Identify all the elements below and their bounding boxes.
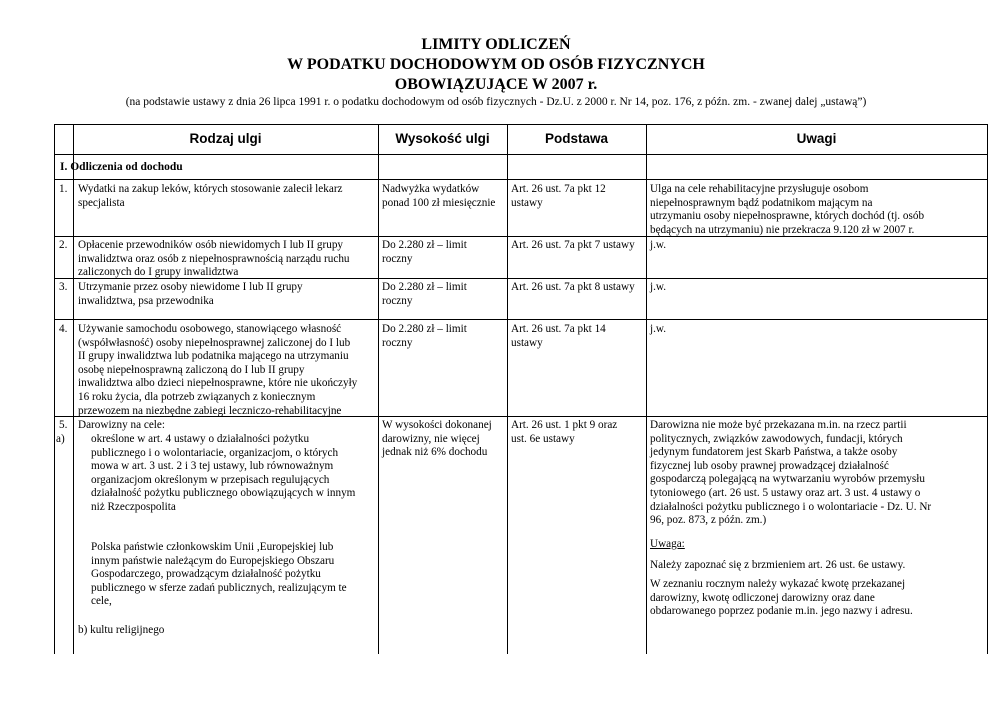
grid-line [54,154,988,155]
cell-wysokosc: Do 2.280 zł – limit roczny [382,281,467,307]
section-heading: I. Odliczenia od dochodu [60,161,183,173]
cell-uwagi: j.w. [650,239,667,251]
uwaga-note-2: W zeznaniu rocznym należy wykazać kwotę przekazanej darowizny, kwotę odliczonej darowizny oraz dane obdarowanego poprzez podanie m.in. jego nazwy i adresu. [650,578,913,618]
cell-wysokosc: Do 2.280 zł – limit roczny [382,239,467,265]
grid-line [54,124,55,654]
grid-line [646,124,647,654]
page-title: LIMITY ODLICZEŃ [421,36,571,53]
cell-rodzaj: Utrzymanie przez osoby niewidome I lub II grupy inwalidztwa, psa przewodnika [78,281,303,307]
uwaga-note-1: Należy zapoznać się z brzmieniem art. 26 ust. 6e ustawy. [650,559,906,571]
cell-wysokosc: Do 2.280 zł – limit roczny [382,323,467,349]
cell-podstawa: Art. 26 ust. 1 pkt 9 oraz ust. 6e ustawy [511,419,618,445]
header-rodzaj-ulgi: Rodzaj ulgi [189,131,262,146]
uwaga-label: Uwaga: [650,538,685,550]
cell-uwagi: Darowizna nie może być przekazana m.in. na rzecz partii politycznych, związków zawodowych, fundacji, których jedynym fundatorem jest Skarb Państwa, a także osoby fizycznej lub osoby prawnej prowadzącej działalność gospodarczą polegającą na wytwarzaniu wyrobów przemysłu tytoniowego (art. 26 ust. 5 ustawy oraz art. 3 ust. 4 ustawy o działalności pożytku publicznego i o wolontariacie - Dz. U. Nr 96, poz. 873, z późn. zm.) [650,419,932,527]
page-title-line2: W PODATKU DOCHODOWYM OD OSÓB FIZYCZNYCH [287,56,705,73]
header-podstawa: Podstawa [544,131,609,146]
grid-line [54,124,988,125]
grid-line [987,124,988,654]
cell-uwagi: j.w. [650,281,667,293]
header-wysokosc-ulgi: Wysokość ulgi [395,131,490,146]
cell-podstawa: Art. 26 ust. 7a pkt 12 ustawy [511,183,606,209]
row-number: 1. [59,183,68,195]
page-title-line3: OBOWIĄZUJĄCE W 2007 r. [394,76,598,93]
cell-uwagi: Ulga na cele rehabilitacyjne przysługuje osobom niepełnosprawnym bądź podatnikom mającym na utrzymaniu osoby niepełnosprawne, których dochód (tj. osób będących na utrzymaniu) nie przekracza 9.120 zł w 2007 r. [650,183,925,236]
cell-rodzaj: Opłacenie przewodników osób niewidomych I lub II grupy inwalidztwa oraz osób z niepełnosprawnością narządu ruchu zaliczonych do I grupy inwalidztwa [78,239,350,279]
cell-rodzaj-a-continued: Polska państwie członkowskim Unii ,Europejskiej lub innym państwie należącym do Europejskiego Obszaru Gospodarczego, prowadzącym działalność pożytku publicznego w sferze zadań publicznych, realizującym te cele, [91,541,347,608]
grid-line [507,124,508,654]
cell-rodzaj-b: b) kultu religijnego [78,624,165,636]
row-number: 3. [59,281,68,293]
header-uwagi: Uwagi [796,131,837,146]
row-number: 5. [59,419,68,431]
cell-rodzaj: Używanie samochodu osobowego, stanowiącego własność (współwłasność) osoby niepełnosprawnej zaliczonej do I lub II grupy inwalidztwa lub podatnika mającego na utrzymaniu osobę niepełnosprawną zaliczoną do I lub II grupy inwalidztwa albo dzieci niepełnosprawne, które nie ukończyły 16 roku życia, dla potrzeb związanych z koniecznym przewozem na niezbędne zabiegi leczniczo-rehabilitacyjne [78,323,358,417]
list-marker: a) [56,433,65,445]
grid-line [378,124,379,654]
cell-rodzaj: Wydatki na zakup leków, których stosowanie zalecił lekarz specjalista [78,183,343,209]
cell-rodzaj-a: określone w art. 4 ustawy o działalności pożytku publicznego i o wolontariacie, organizacjom, o których mowa w art. 3 ust. 2 i 3 tej ustawy, lub równoważnym organizacjom określonym w przepisach regulujących działalność pożytku publicznego obowiązujących w innym niż Rzeczpospolita [91,433,356,513]
cell-podstawa: Art. 26 ust. 7a pkt 14 ustawy [511,323,606,349]
cell-podstawa: Art. 26 ust. 7a pkt 8 ustawy [511,281,635,293]
grid-line [73,124,74,654]
cell-wysokosc: W wysokości dokonanej darowizny, nie więcej jednak niż 6% dochodu [382,419,492,459]
cell-wysokosc: Nadwyżka wydatków ponad 100 zł miesięcznie [382,183,496,209]
cell-rodzaj-intro: Darowizny na cele: [78,419,165,431]
grid-line [54,179,988,180]
cell-uwagi: j.w. [650,323,667,335]
row-number: 2. [59,239,68,251]
page-subtitle: (na podstawie ustawy z dnia 26 lipca 1991 r. o podatku dochodowym od osób fizycznych - Dz.U. z 2000 r. Nr 14, poz. 176, z późn. zm. - zwanej dalej „ustawą”) [125,96,867,108]
cell-podstawa: Art. 26 ust. 7a pkt 7 ustawy [511,239,635,251]
grid-line [54,319,988,320]
row-number: 4. [59,323,68,335]
